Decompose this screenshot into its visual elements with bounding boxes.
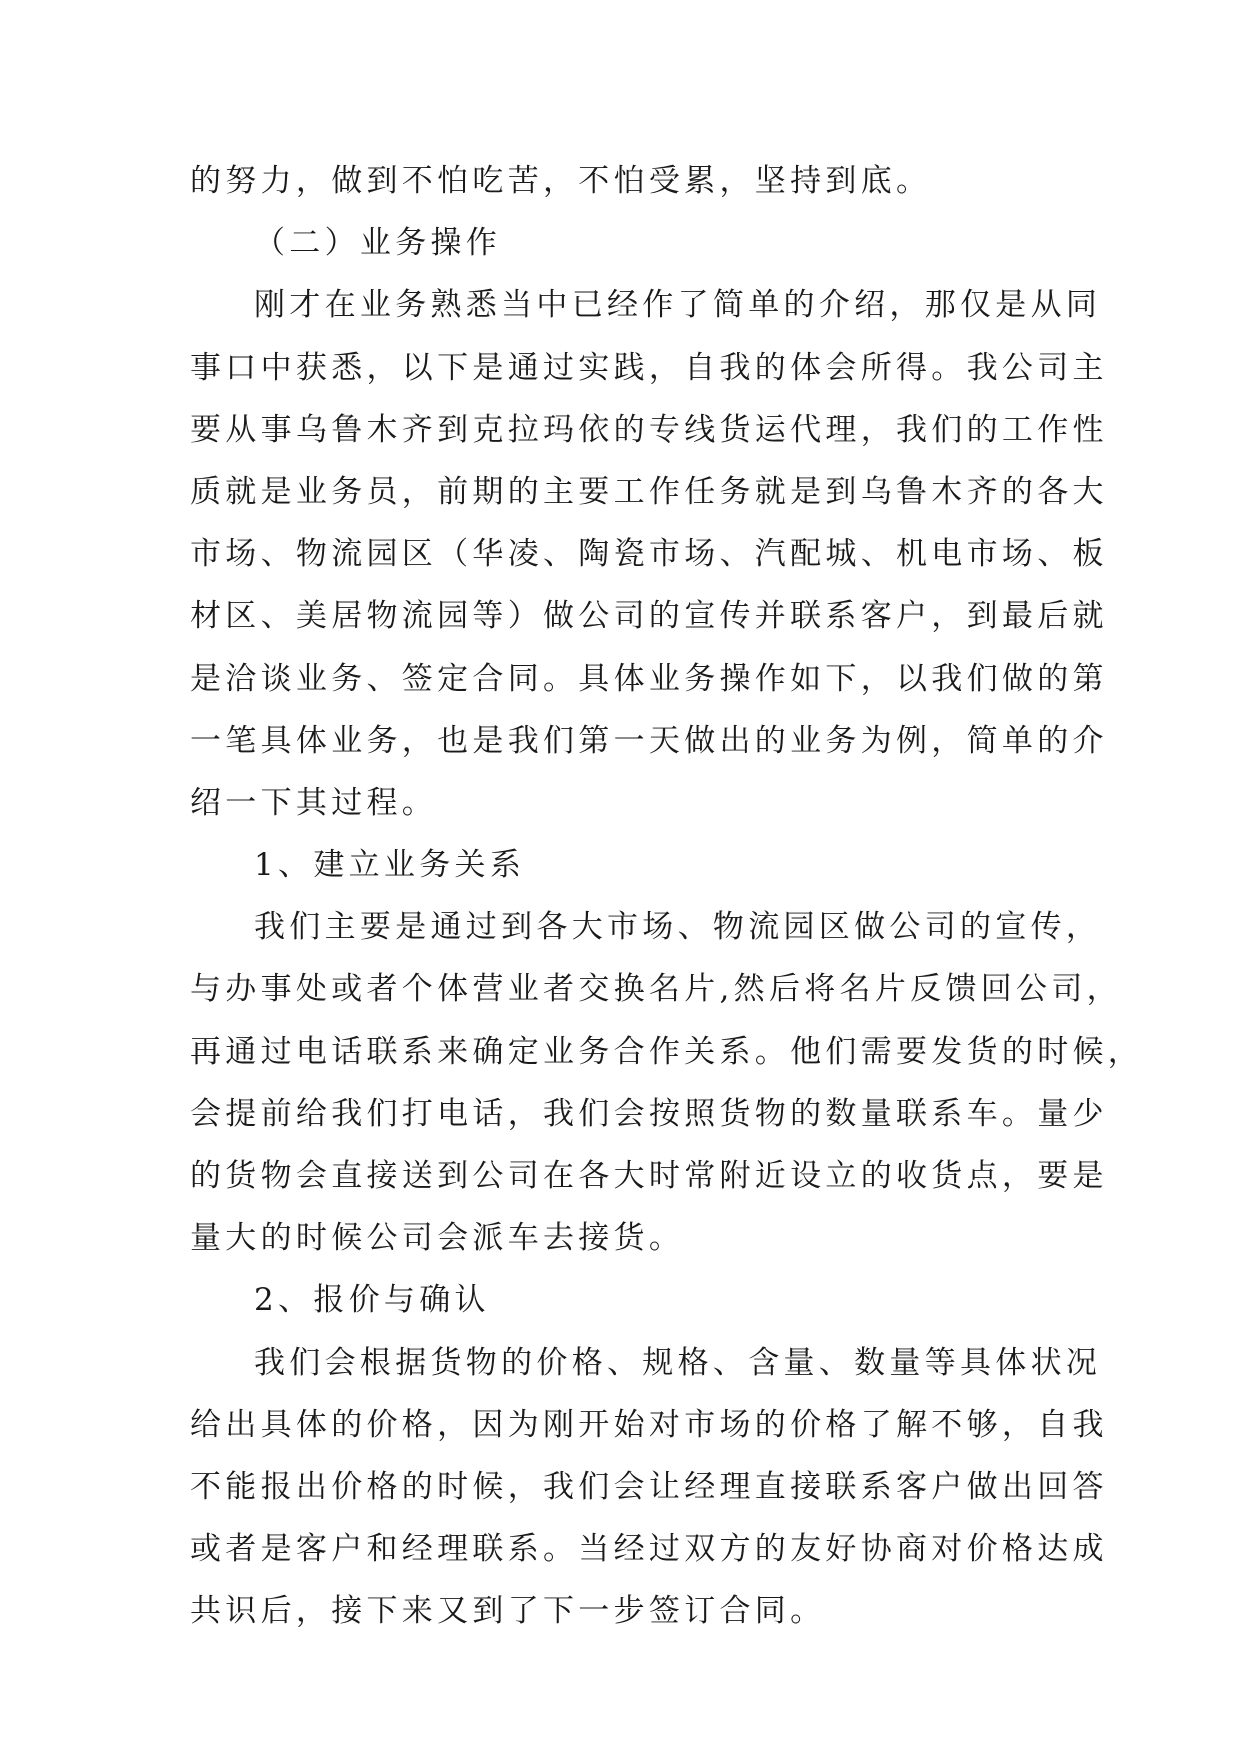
text-line: 或者是客户和经理联系。当经过双方的友好协商对价格达成 xyxy=(190,1531,1108,1568)
text-line: 我们主要是通过到各大市场、物流园区做公司的宣传， xyxy=(254,909,1102,946)
text-line: 给出具体的价格，因为刚开始对市场的价格了解不够，自我 xyxy=(190,1406,1108,1443)
section-heading: （二）业务操作 xyxy=(254,225,502,262)
text-line: 量大的时候公司会派车去接货。 xyxy=(190,1220,685,1257)
text-line: 是洽谈业务、签定合同。具体业务操作如下，以我们做的第 xyxy=(190,660,1108,697)
subsection-heading: 1、建立业务关系 xyxy=(254,847,526,884)
text-line: 与办事处或者个体营业者交换名片,然后将名片反馈回公司， xyxy=(190,971,1122,1008)
text-line: 市场、物流园区（华凌、陶瓷市场、汽配城、机电市场、板 xyxy=(190,536,1108,573)
text-line: 会提前给我们打电话，我们会按照货物的数量联系车。量少 xyxy=(190,1095,1108,1132)
text-line: 的货物会直接送到公司在各大时常附近设立的收货点，要是 xyxy=(190,1158,1108,1194)
text-line: 不能报出价格的时候，我们会让经理直接联系客户做出回答 xyxy=(190,1468,1108,1505)
text-line: 再通过电话联系来确定业务合作关系。他们需要发货的时候， xyxy=(190,1033,1144,1070)
text-line: 我们会根据货物的价格、规格、含量、数量等具体状况 xyxy=(254,1344,1102,1381)
text-line: 要从事乌鲁木齐到克拉玛依的专线货运代理，我们的工作性 xyxy=(190,411,1108,448)
text-line: 共识后，接下来又到了下一步签订合同。 xyxy=(190,1593,826,1630)
subsection-heading: 2、报价与确认 xyxy=(254,1282,490,1319)
text-line: 质就是业务员，前期的主要工作任务就是到乌鲁木齐的各大 xyxy=(190,473,1108,510)
text-line: 的努力，做到不怕吃苦，不怕受累，坚持到底。 xyxy=(190,163,932,199)
text-line: 绍一下其过程。 xyxy=(190,784,438,821)
text-line: 一笔具体业务，也是我们第一天做出的业务为例，简单的介 xyxy=(190,722,1108,759)
document-body xyxy=(190,150,1144,1643)
text-line: 材区、美居物流园等）做公司的宣传并联系客户，到最后就 xyxy=(190,598,1108,635)
text-line: 事口中获悉，以下是通过实践，自我的体会所得。我公司主 xyxy=(190,349,1108,386)
text-line: 刚才在业务熟悉当中已经作了简单的介绍，那仅是从同 xyxy=(254,287,1102,324)
